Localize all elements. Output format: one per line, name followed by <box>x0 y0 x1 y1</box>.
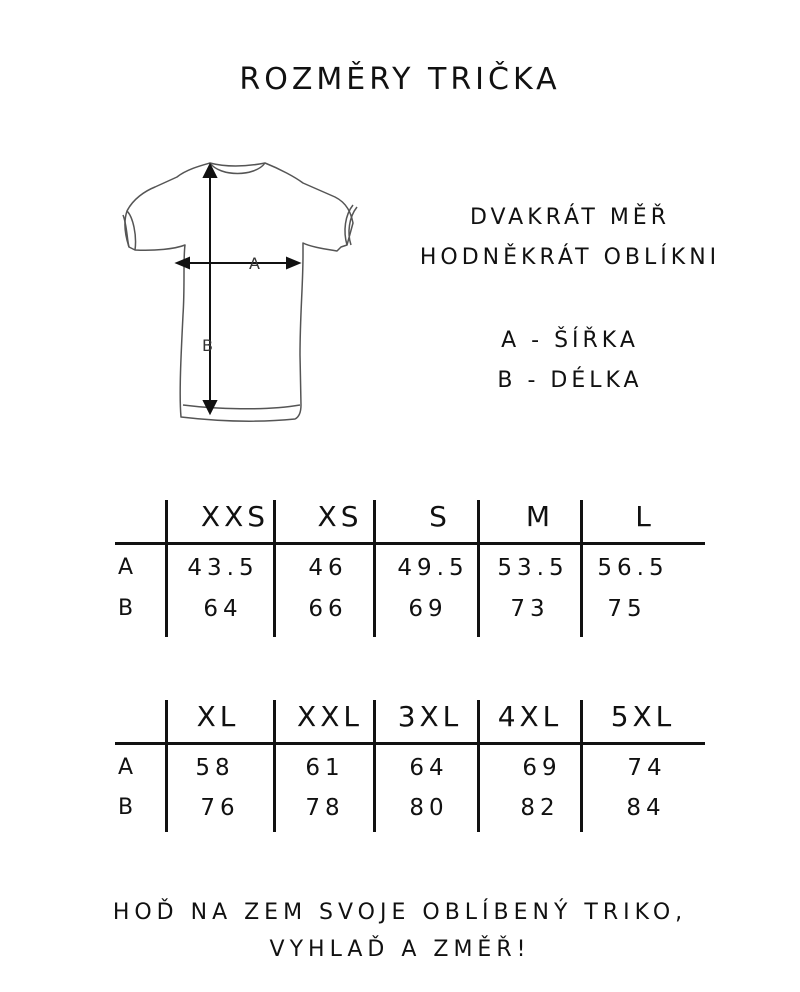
table-divider <box>165 500 168 637</box>
cell-a: 74 <box>627 755 667 781</box>
size-header: XXS <box>200 500 270 533</box>
cell-b: 64 <box>203 596 243 622</box>
motto-line-2: HODNĚKRÁT OBLÍKNI <box>419 245 721 270</box>
size-header: XS <box>317 500 363 533</box>
table-divider <box>273 500 276 637</box>
size-header: 3XL <box>397 700 463 733</box>
row-label-b: B <box>118 795 134 820</box>
cell-a: 49.5 <box>397 555 469 581</box>
size-header: XL <box>196 700 240 733</box>
size-header: 5XL <box>610 700 676 733</box>
tshirt-outline <box>125 163 353 421</box>
row-label-a: A <box>118 555 134 580</box>
cell-a: 61 <box>305 755 345 781</box>
footer-line-1: HOĎ NA ZEM SVOJE OBLÍBENÝ TRIKO, <box>112 900 688 925</box>
row-label-b: B <box>118 596 134 621</box>
size-header: S <box>429 500 451 533</box>
label-b: B <box>202 336 213 355</box>
cell-a: 53.5 <box>497 555 569 581</box>
cell-b: 69 <box>408 596 448 622</box>
cell-a: 69 <box>522 755 562 781</box>
cell-a: 64 <box>409 755 449 781</box>
row-label-a: A <box>118 755 134 780</box>
size-header: 4XL <box>497 700 563 733</box>
cell-a: 46 <box>308 555 348 581</box>
legend-a: A - ŠÍŘKA <box>501 328 639 353</box>
label-a: A <box>249 254 260 273</box>
cell-b: 73 <box>510 596 550 622</box>
cell-a: 56.5 <box>597 555 669 581</box>
size-header: M <box>525 500 555 533</box>
cell-a: 43.5 <box>187 555 259 581</box>
cell-b: 82 <box>520 795 560 821</box>
table-divider <box>115 542 705 545</box>
size-header: L <box>635 500 655 533</box>
footer-line-2: VYHLAĎ A ZMĚŘ! <box>269 937 531 962</box>
table-divider <box>115 742 705 745</box>
cell-b: 66 <box>308 596 348 622</box>
tshirt-diagram <box>115 155 365 430</box>
cell-b: 75 <box>607 596 647 622</box>
cell-b: 84 <box>626 795 666 821</box>
size-header: XXL <box>297 700 363 733</box>
cell-b: 78 <box>305 795 345 821</box>
cell-b: 80 <box>409 795 449 821</box>
page-title: ROZMĚRY TRIČKA <box>239 62 561 97</box>
motto-line-1: DVAKRÁT MĚŘ <box>469 205 670 230</box>
cell-a: 58 <box>195 755 235 781</box>
size-table-2 <box>115 700 705 835</box>
legend-b: B - DÉLKA <box>497 368 643 393</box>
cell-b: 76 <box>200 795 240 821</box>
size-table-1 <box>115 500 705 640</box>
